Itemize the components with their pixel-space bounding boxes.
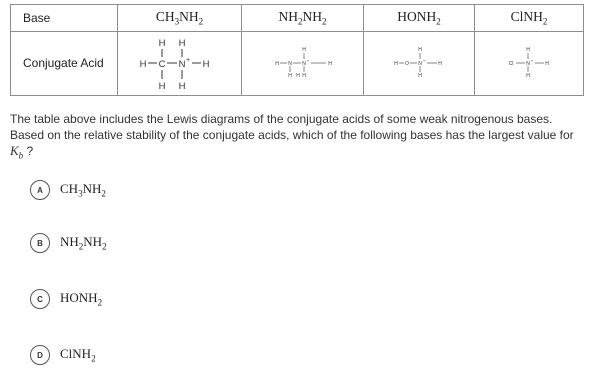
svg-text:+: +: [422, 57, 426, 63]
svg-text:H: H: [526, 46, 530, 53]
option-d-bubble[interactable]: D: [30, 345, 50, 365]
svg-text:H: H: [158, 37, 165, 49]
svg-text:H: H: [202, 58, 209, 70]
svg-text:+: +: [306, 57, 309, 63]
option-d[interactable]: [30, 344, 96, 366]
option-c-bubble[interactable]: C: [30, 289, 50, 309]
svg-text:H: H: [274, 60, 279, 67]
lewis-diagram-nh2nh3: [273, 44, 333, 84]
option-b[interactable]: [30, 232, 107, 254]
option-a[interactable]: [30, 179, 106, 201]
option-b-bubble[interactable]: B: [30, 233, 50, 253]
svg-text:C: C: [158, 58, 165, 70]
svg-text:H: H: [394, 60, 398, 67]
question-end: ?: [23, 144, 34, 158]
svg-text:H: H: [158, 80, 165, 92]
base-cell-nh2nh2: $NH_2NH_2$: [242, 5, 364, 32]
option-a-bubble[interactable]: A: [30, 180, 50, 200]
svg-text:H: H: [301, 46, 306, 53]
svg-text:H: H: [139, 58, 146, 70]
base-cell-honh2: $HONH_2$: [364, 5, 475, 32]
lewis-cell-honh3: [364, 32, 475, 96]
base-row: [11, 5, 584, 32]
conjugate-acid-row: [11, 32, 584, 96]
conjugate-acid-row-header: Conjugate Acid: [11, 32, 118, 96]
option-c-text: $HONH_2$: [60, 290, 103, 308]
svg-text:N: N: [287, 60, 292, 67]
svg-text:H: H: [438, 60, 442, 67]
lewis-diagram-honh3: [392, 44, 446, 84]
svg-text:O: O: [405, 60, 409, 67]
lewis-cell-clnh3: [475, 32, 584, 96]
svg-text:H: H: [526, 72, 530, 79]
svg-text:N: N: [178, 58, 185, 70]
bases-table: [10, 4, 584, 96]
option-d-text: ClNH$_2$: [60, 346, 96, 364]
svg-text:+: +: [185, 56, 190, 64]
option-c[interactable]: [30, 288, 102, 310]
lewis-cell-nh2nh3: [242, 32, 364, 96]
kb-symbol: $K_b$: [10, 143, 24, 161]
svg-text:N: N: [526, 60, 530, 67]
svg-text:Cl: Cl: [508, 60, 514, 67]
base-row-header: Base: [11, 5, 118, 32]
base-cell-ch3nh2: $CH_3NH_2$: [118, 5, 242, 32]
svg-text:H: H: [178, 80, 185, 92]
lewis-cell-ch3nh3: [118, 32, 242, 96]
svg-text:N: N: [301, 60, 306, 67]
svg-text:H: H: [295, 72, 300, 79]
lewis-diagram-ch3nh3: [135, 36, 225, 92]
option-b-text: $NH_2NH_2$: [60, 234, 107, 252]
svg-text:H: H: [418, 46, 422, 53]
lewis-diagram-clnh3: [504, 44, 554, 84]
svg-text:H: H: [545, 60, 549, 67]
question-text: [10, 111, 586, 164]
base-cell-clnh2: ClNH$_2$: [475, 5, 584, 32]
svg-text:H: H: [327, 60, 332, 67]
svg-text:+: +: [530, 57, 534, 63]
svg-text:H: H: [178, 37, 185, 49]
svg-text:H: H: [301, 72, 306, 79]
question-stem: The table above includes the Lewis diagrams of the conjugate acids of some weak nitrogenous bases. Based on the relative stability of the conjugate acids, which of the following bases has the largest value for: [10, 112, 574, 142]
svg-text:N: N: [418, 60, 422, 67]
svg-text:H: H: [418, 72, 422, 79]
option-a-text: $CH_3NH_2$: [60, 181, 106, 199]
svg-text:H: H: [287, 72, 292, 79]
